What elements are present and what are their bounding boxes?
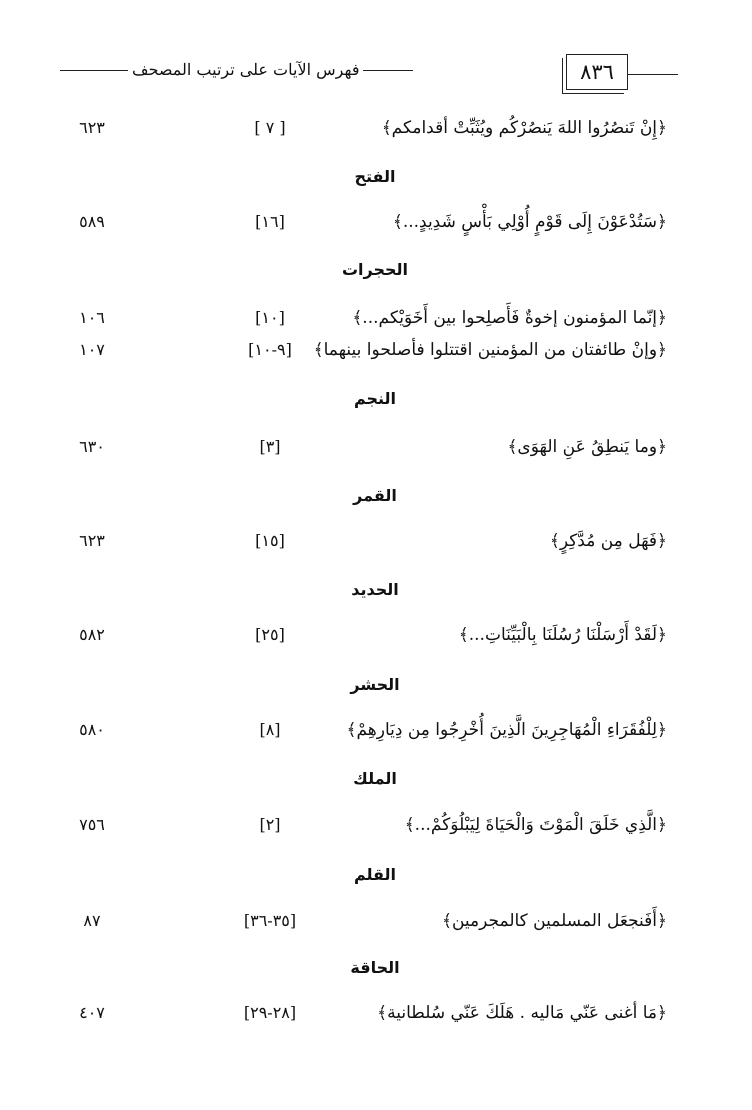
verse-ref: [١٠] bbox=[255, 308, 285, 327]
page-ref: ٥٨٢ bbox=[79, 625, 105, 644]
verse-ref: [٢] bbox=[259, 815, 281, 834]
verse-ref: [٢٥] bbox=[255, 625, 285, 644]
index-row bbox=[0, 810, 752, 840]
index-row bbox=[0, 906, 752, 936]
verse-ref: [٣٥-٣٦] bbox=[243, 911, 297, 930]
page-ref: ٤٠٧ bbox=[79, 1003, 105, 1022]
verse-text: ﴿سَتُدْعَوْنَ إِلَى قَوْمٍ أُوْلِي بَأْسٍ شَدِيدٍ...﴾ bbox=[392, 212, 667, 232]
header-rule-right bbox=[628, 74, 678, 75]
surah-heading: الحاقة bbox=[350, 958, 400, 977]
page-ref: ٦٣٠ bbox=[79, 437, 105, 456]
page-ref: ٧٥٦ bbox=[79, 815, 105, 834]
page-ref: ٦٢٣ bbox=[79, 118, 105, 137]
verse-ref: [ ٧ ] bbox=[254, 118, 286, 137]
surah-heading: الحديد bbox=[351, 580, 399, 599]
verse-ref: [٨] bbox=[259, 720, 281, 739]
running-title-text: فهرس الآيات على ترتيب المصحف bbox=[132, 60, 360, 79]
verse-text: ﴿إنّما المؤمنون إخوةٌ فَأَصلِحوا بين أَخَوَيْكم...﴾ bbox=[352, 308, 667, 328]
verse-text: ﴿فَهَل مِن مُدَّكِرٍ﴾ bbox=[549, 531, 667, 551]
index-row bbox=[0, 620, 752, 650]
surah-heading: القلم bbox=[353, 865, 397, 884]
surah-heading: القمر bbox=[353, 486, 397, 505]
page-ref: ١٠٦ bbox=[79, 308, 105, 327]
title-dash-left bbox=[60, 70, 128, 71]
page-ref: ٥٨٠ bbox=[79, 720, 105, 739]
index-row bbox=[0, 715, 752, 745]
surah-heading: الفتح bbox=[354, 167, 396, 186]
running-title bbox=[60, 60, 560, 79]
surah-heading: النجم bbox=[353, 389, 397, 408]
title-dash-right bbox=[363, 70, 413, 71]
surah-heading: الملك bbox=[353, 769, 397, 788]
verse-text: ﴿أَفَنجعَل المسلمين كالمجرمين﴾ bbox=[442, 911, 667, 931]
verse-ref: [١٥] bbox=[255, 531, 285, 550]
verse-text: ﴿لِلْفُقَرَاءِ الْمُهَاجِرِينَ الَّذِينَ أُخْرِجُوا مِن دِيَارِهِمْ﴾ bbox=[346, 720, 667, 740]
index-row bbox=[0, 207, 752, 237]
index-row bbox=[0, 303, 752, 333]
surah-heading: الحجرات bbox=[341, 260, 409, 279]
verse-text: ﴿الَّذِي خَلَقَ الْمَوْتَ وَالْحَيَاةَ لِيَبْلُوَكُمْ...﴾ bbox=[404, 815, 667, 835]
index-row bbox=[0, 335, 752, 365]
page-ref: ٨٧ bbox=[83, 911, 101, 930]
surah-heading: الحشر bbox=[350, 675, 400, 694]
verse-text: ﴿وما يَنطِقُ عَنِ الهَوَى﴾ bbox=[507, 437, 667, 457]
index-row bbox=[0, 432, 752, 462]
verse-ref: [٩-١٠] bbox=[248, 340, 292, 359]
verse-text: ﴿مَا أغنى عَنّي مَاليه . هَلَكَ عَنّي سُلطانية﴾ bbox=[377, 1003, 667, 1023]
index-row bbox=[0, 998, 752, 1028]
verse-ref: [١٦] bbox=[255, 212, 285, 231]
page-ref: ٥٨٩ bbox=[79, 212, 105, 231]
verse-text: ﴿لَقَدْ أَرْسَلْنَا رُسُلَنَا بِالْبَيِّنَاتِ...﴾ bbox=[458, 625, 667, 645]
verse-ref: [٢٨-٢٩] bbox=[243, 1003, 297, 1022]
page-number: ٨٣٦ bbox=[566, 54, 628, 90]
page-ref: ١٠٧ bbox=[79, 340, 105, 359]
index-row bbox=[0, 526, 752, 556]
index-row bbox=[0, 113, 752, 143]
verse-text: ﴿إِنْ تَنصُرُوا اللهَ يَنصُرْكُم ويُثَبِّتْ أقدامكم﴾ bbox=[381, 118, 667, 138]
page-ref: ٦٢٣ bbox=[79, 531, 105, 550]
verse-ref: [٣] bbox=[259, 437, 281, 456]
verse-text: ﴿وإنْ طائفتان من المؤمنين اقتتلوا فأصلحوا بينهما﴾ bbox=[313, 340, 667, 360]
